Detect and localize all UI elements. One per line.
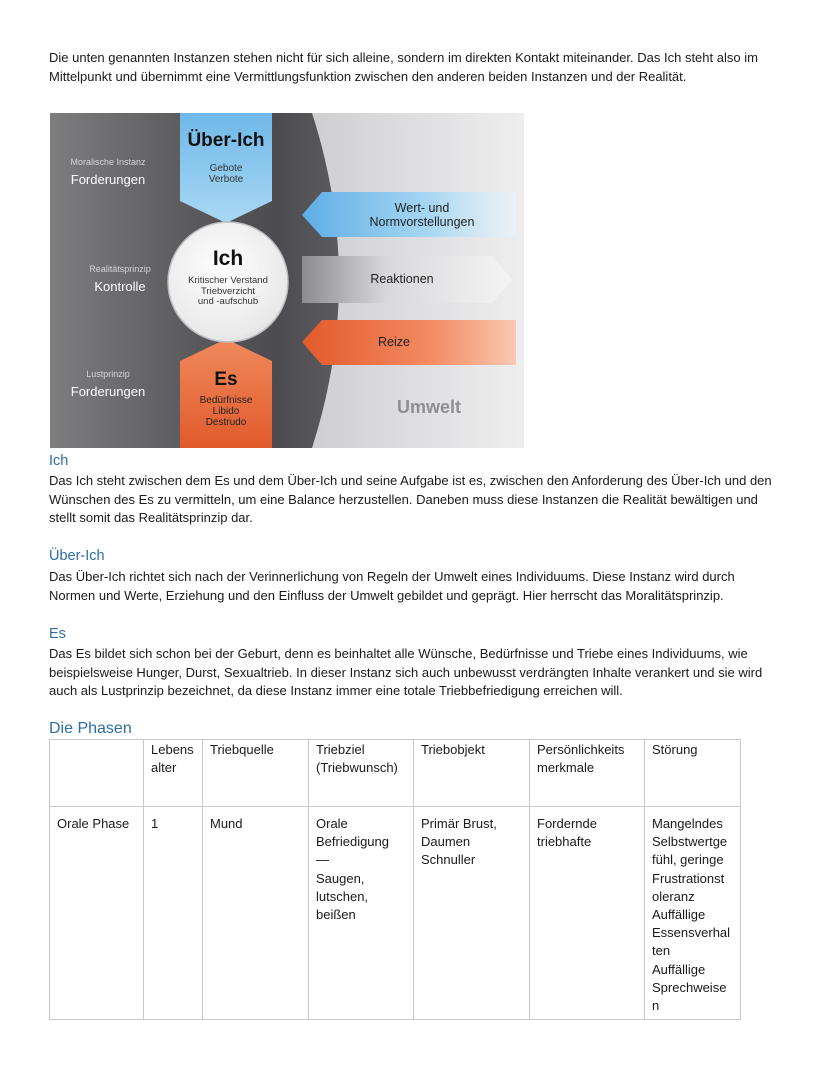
ueberich-gebote: Gebote xyxy=(209,163,243,174)
label-forderungen-1: Forderungen xyxy=(70,172,146,187)
table-row xyxy=(50,807,741,1020)
label-kontrolle: Kontrolle xyxy=(94,279,146,294)
ich-line3: und -aufschub xyxy=(197,296,259,307)
header-persoenlichkeitsmerkmale: Persönlichkeits merkmale xyxy=(530,740,645,807)
heading-phasen: Die Phasen xyxy=(49,720,132,737)
label-moralische-instanz: Moralische Instanz xyxy=(70,157,146,167)
instanzen-diagram xyxy=(50,113,524,448)
ich-line2: Triebverzicht xyxy=(200,285,256,297)
heading-es: Es xyxy=(49,626,66,642)
paragraph-es: Das Es bildet sich schon bei der Geburt, denn es beinhaltet alle Wünsche, Bedürfnisse und Triebe eines Individuums, wie beispielsweise Hunger, Durst, Sexualtrieb. In dieser Instanz sich auch unbewusst verdrängten Inhalte verankert und sie wird auch als Lustprinzip bezeichnet, da diese Instanz immer eine totale Triebbefriedigung erreichen will. xyxy=(49,646,763,698)
cell-triebquelle: Mund xyxy=(203,807,309,1020)
label-realitaetsprinzip: Realitätsprinzip xyxy=(89,264,151,274)
es-line3: Destrudo xyxy=(205,417,247,428)
cell-triebziel: Orale Befriedigung — Saugen, lutschen, beißen xyxy=(309,807,414,1020)
wert-line1: Wert- und xyxy=(394,201,450,215)
header-triebquelle: Triebquelle xyxy=(203,740,309,807)
label-lustprinzip: Lustprinzip xyxy=(86,369,130,379)
ueberich-title: Über-Ich xyxy=(187,130,265,151)
reize-label: Reize xyxy=(378,335,410,349)
es-title: Es xyxy=(214,369,238,390)
cell-stoerung: Mangelndes Selbstwertge fühl, geringe Frustrationst oleranz Auffällige Essensverhal ten Auffällige Sprechweise n xyxy=(645,807,741,1020)
es-line2: Libido xyxy=(212,406,240,417)
header-triebziel: Triebziel (Triebwunsch) xyxy=(309,740,414,807)
header-stoerung: Störung xyxy=(645,740,741,807)
table-header-row xyxy=(50,740,741,807)
paragraph-ich: Das Ich steht zwischen dem Es und dem Über-Ich und seine Aufgabe ist es, zwischen den Anforderung des Über-Ich und den Wünschen des Es zu vermitteln, um eine Balance herzustellen. Daneben muss diese Instanzen die Realität bewältigen und stellt somit das Realitätsprinzip dar. xyxy=(49,473,772,525)
es-shape xyxy=(180,339,272,448)
header-cell-0 xyxy=(50,740,144,807)
paragraph-ueberich: Das Über-Ich richtet sich nach der Verinnerlichung von Regeln der Umwelt eines Individuums. Diese Instanz wird durch Normen und Werte, Erziehung und den Einfluss der Umwelt gebildet und geprägt. Hier herrscht das Moralitätsprinzip. xyxy=(49,569,735,603)
ich-title: Ich xyxy=(212,247,244,270)
cell-lebensalter: 1 xyxy=(144,807,203,1020)
cell-persoenlichkeitsmerkmale: Fordernde triebhafte xyxy=(530,807,645,1020)
header-lebensalter: Lebens alter xyxy=(144,740,203,807)
ich-line1: Kritischer Verstand xyxy=(188,275,268,286)
reaktionen-label: Reaktionen xyxy=(370,272,434,286)
cell-phase: Orale Phase xyxy=(50,807,144,1020)
label-forderungen-2: Forderungen xyxy=(70,384,146,399)
header-triebobjekt: Triebobjekt xyxy=(414,740,530,807)
wert-line2: Normvorstellungen xyxy=(369,215,475,229)
ueberich-verbote: Verbote xyxy=(208,174,244,185)
phasen-table xyxy=(49,739,741,1020)
umwelt-label: Umwelt xyxy=(396,397,461,417)
es-line1: Bedürfnisse xyxy=(199,395,253,406)
heading-ich: Ich xyxy=(49,453,69,469)
intro-paragraph: Die unten genannten Instanzen stehen nicht für sich alleine, sondern im direkten Kontakt miteinander. Das Ich steht also im Mittelpunkt und übernimmt eine Vermittlungsfunktion zwischen den anderen beiden Instanzen und der Realität. xyxy=(49,50,758,84)
cell-triebobjekt: Primär Brust, Daumen Schnuller xyxy=(414,807,530,1020)
heading-ueberich: Über-Ich xyxy=(49,548,105,564)
